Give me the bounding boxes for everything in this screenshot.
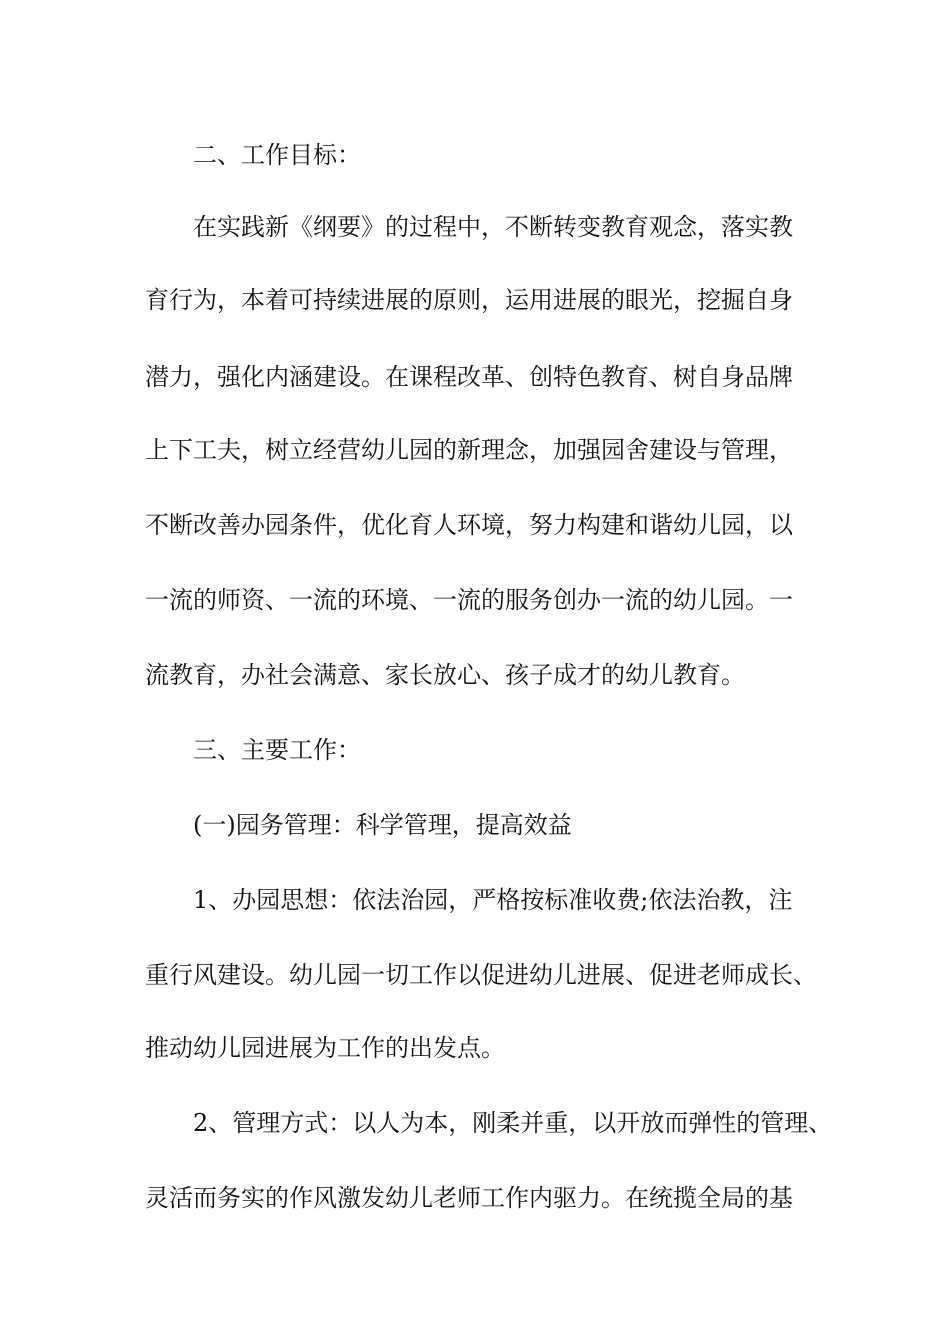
paragraph-line: 推动幼儿园进展为工作的出发点。 [145,1034,505,1062]
paragraph-line: 潜力，强化内涵建设。在课程改革、创特色教育、树自身品牌 [145,363,793,391]
section-heading-main-work: 三、主要工作： [193,736,361,764]
paragraph-line: 不断改善办园条件，优化育人环境，努力构建和谐幼儿园，以 [145,511,793,539]
paragraph-line: 灵活而务实的作风激发幼儿老师工作内驱力。在统揽全局的基 [145,1184,793,1212]
paragraph-line: 重行风建设。幼儿园一切工作以促进幼儿进展、促进老师成长、 [145,961,817,989]
paragraph-line: 上下工夫，树立经营幼儿园的新理念，加强园舍建设与管理， [145,436,793,464]
paragraph-line: 一流的师资、一流的环境、一流的服务创办一流的幼儿园。一 [145,586,793,614]
paragraph-line: 1、办园思想：依法治园，严格按标准收费;依法治教，注 [193,886,793,914]
paragraph-line: 流教育，办社会满意、家长放心、孩子成才的幼儿教育。 [145,661,745,689]
subsection-heading: (一)园务管理：科学管理，提高效益 [193,811,572,839]
paragraph-line: 2、管理方式：以人为本，刚柔并重，以开放而弹性的管理、 [193,1109,833,1137]
paragraph-line: 育行为，本着可持续进展的原则，运用进展的眼光，挖掘自身 [145,286,793,314]
section-heading-goals: 二、工作目标： [193,141,361,169]
paragraph-line: 在实践新《纲要》的过程中，不断转变教育观念，落实教 [193,213,793,241]
